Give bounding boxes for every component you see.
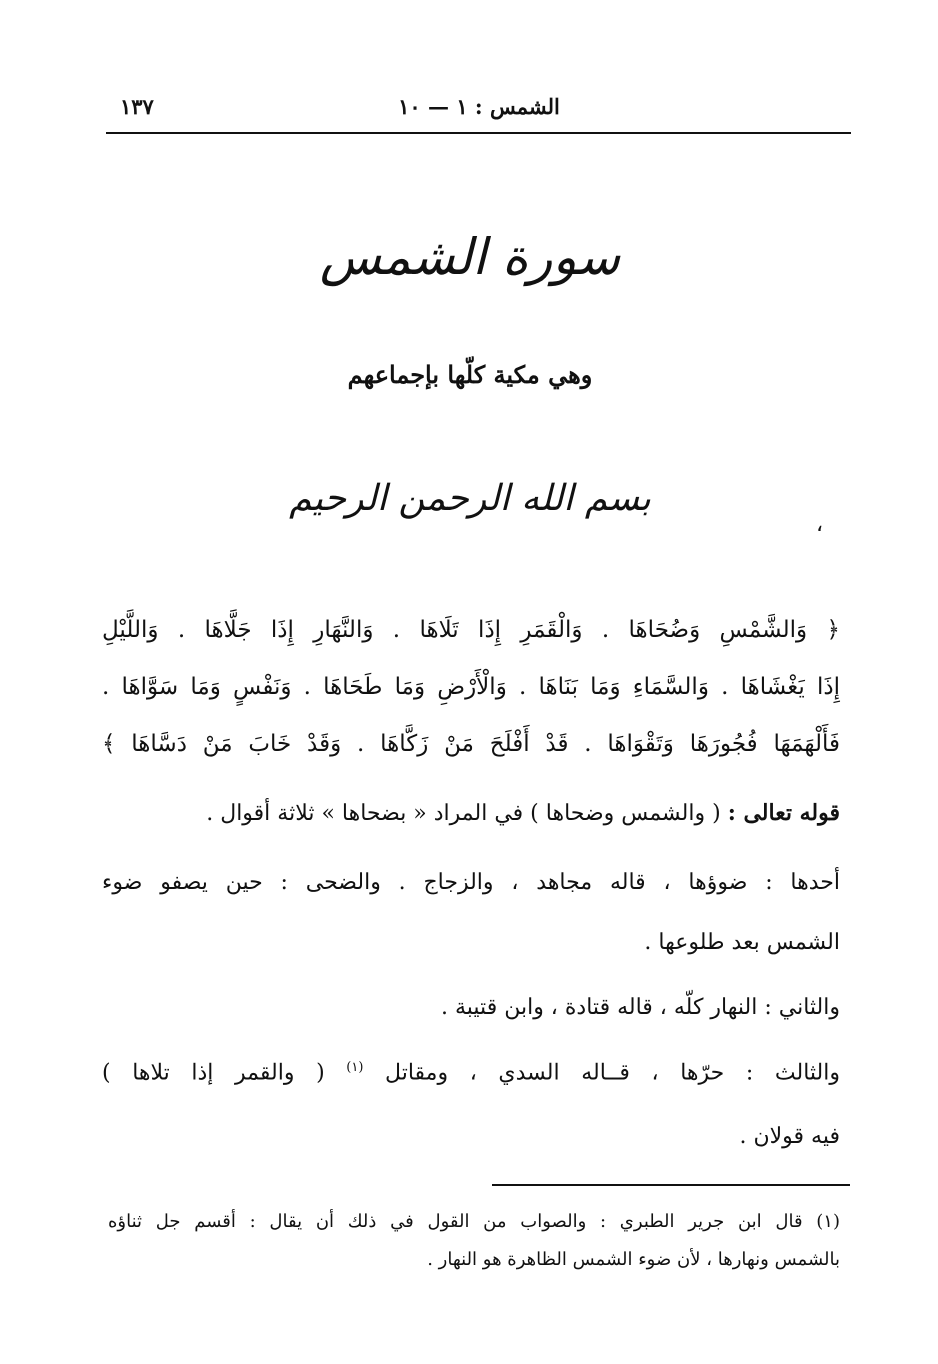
basmala: بسم الله الرحمن الرحيم xyxy=(289,478,651,519)
commentary-text: ( والشمس وضحاها ) في المراد « بضحاها » ثلاثة أقوال . xyxy=(206,801,721,826)
stray-mark: ، xyxy=(816,512,824,537)
commentary-paragraph-1 xyxy=(206,800,840,826)
page-number: ١٣٧ xyxy=(120,94,154,119)
commentary-paragraph-2-line-2: الشمس بعد طلوعها . xyxy=(644,930,840,955)
footnote xyxy=(108,1203,840,1279)
running-title: الشمس : ١ — ١٠ xyxy=(398,94,560,119)
commentary-lead: قوله تعالى : xyxy=(727,800,840,826)
verse-line-3: فَأَلْهَمَهَا فُجُورَهَا وَتَقْوَاهَا . قَدْ أَفْلَحَ مَنْ زَكَّاهَا . وَقَدْ خَابَ مَنْ دَسَّاهَا ﴾ xyxy=(102,731,840,757)
quran-verses xyxy=(102,602,840,773)
footnote-reference[interactable]: (١) xyxy=(346,1060,364,1075)
commentary-text: والثالث : حرّها ، قــاله السدي ، ومقاتل xyxy=(385,1060,840,1086)
commentary-paragraph-3: والثاني : النهار كلّه ، قاله قتادة ، وابن قتيبة . xyxy=(441,995,840,1020)
commentary-paragraph-4-line-2: فيه قولان . xyxy=(739,1124,840,1149)
footnote-line-1: (١) قال ابن جرير الطبري : والصواب من القول في ذلك أن يقال : أقسم جل ثناؤه xyxy=(108,1211,840,1232)
commentary-text: ( والقمر إذا تلاها ) xyxy=(102,1060,325,1086)
footnote-rule xyxy=(492,1184,850,1186)
surah-title: سورة الشمس xyxy=(319,228,621,286)
surah-subtitle: وهي مكية كلّها بإجماعهم xyxy=(347,360,593,389)
commentary-paragraph-4-line-1 xyxy=(102,1060,840,1085)
verse-line-2: إِذَا يَغْشَاهَا . وَالسَّمَاءِ وَمَا بَنَاهَا . وَالْأَرْضِ وَمَا طَحَاهَا . وَنَفْسٍ وَمَا سَوَّاهَا . xyxy=(102,674,840,700)
footnote-line-2: بالشمس ونهارها ، لأن ضوء الشمس الظاهرة هو النهار . xyxy=(427,1249,840,1270)
verse-line-1: ﴿ وَالشَّمْسِ وَضُحَاهَا . وَالْقَمَرِ إِذَا تَلَاهَا . وَالنَّهَارِ إِذَا جَلَّاهَا . وَاللَّيْلِ xyxy=(102,617,840,643)
page-header xyxy=(108,92,850,126)
header-rule xyxy=(106,132,851,134)
commentary-paragraph-2-line-1: أحدها : ضوؤها ، قاله مجاهد ، والزجاج . والضحى : حين يصفو ضوء xyxy=(102,870,840,895)
